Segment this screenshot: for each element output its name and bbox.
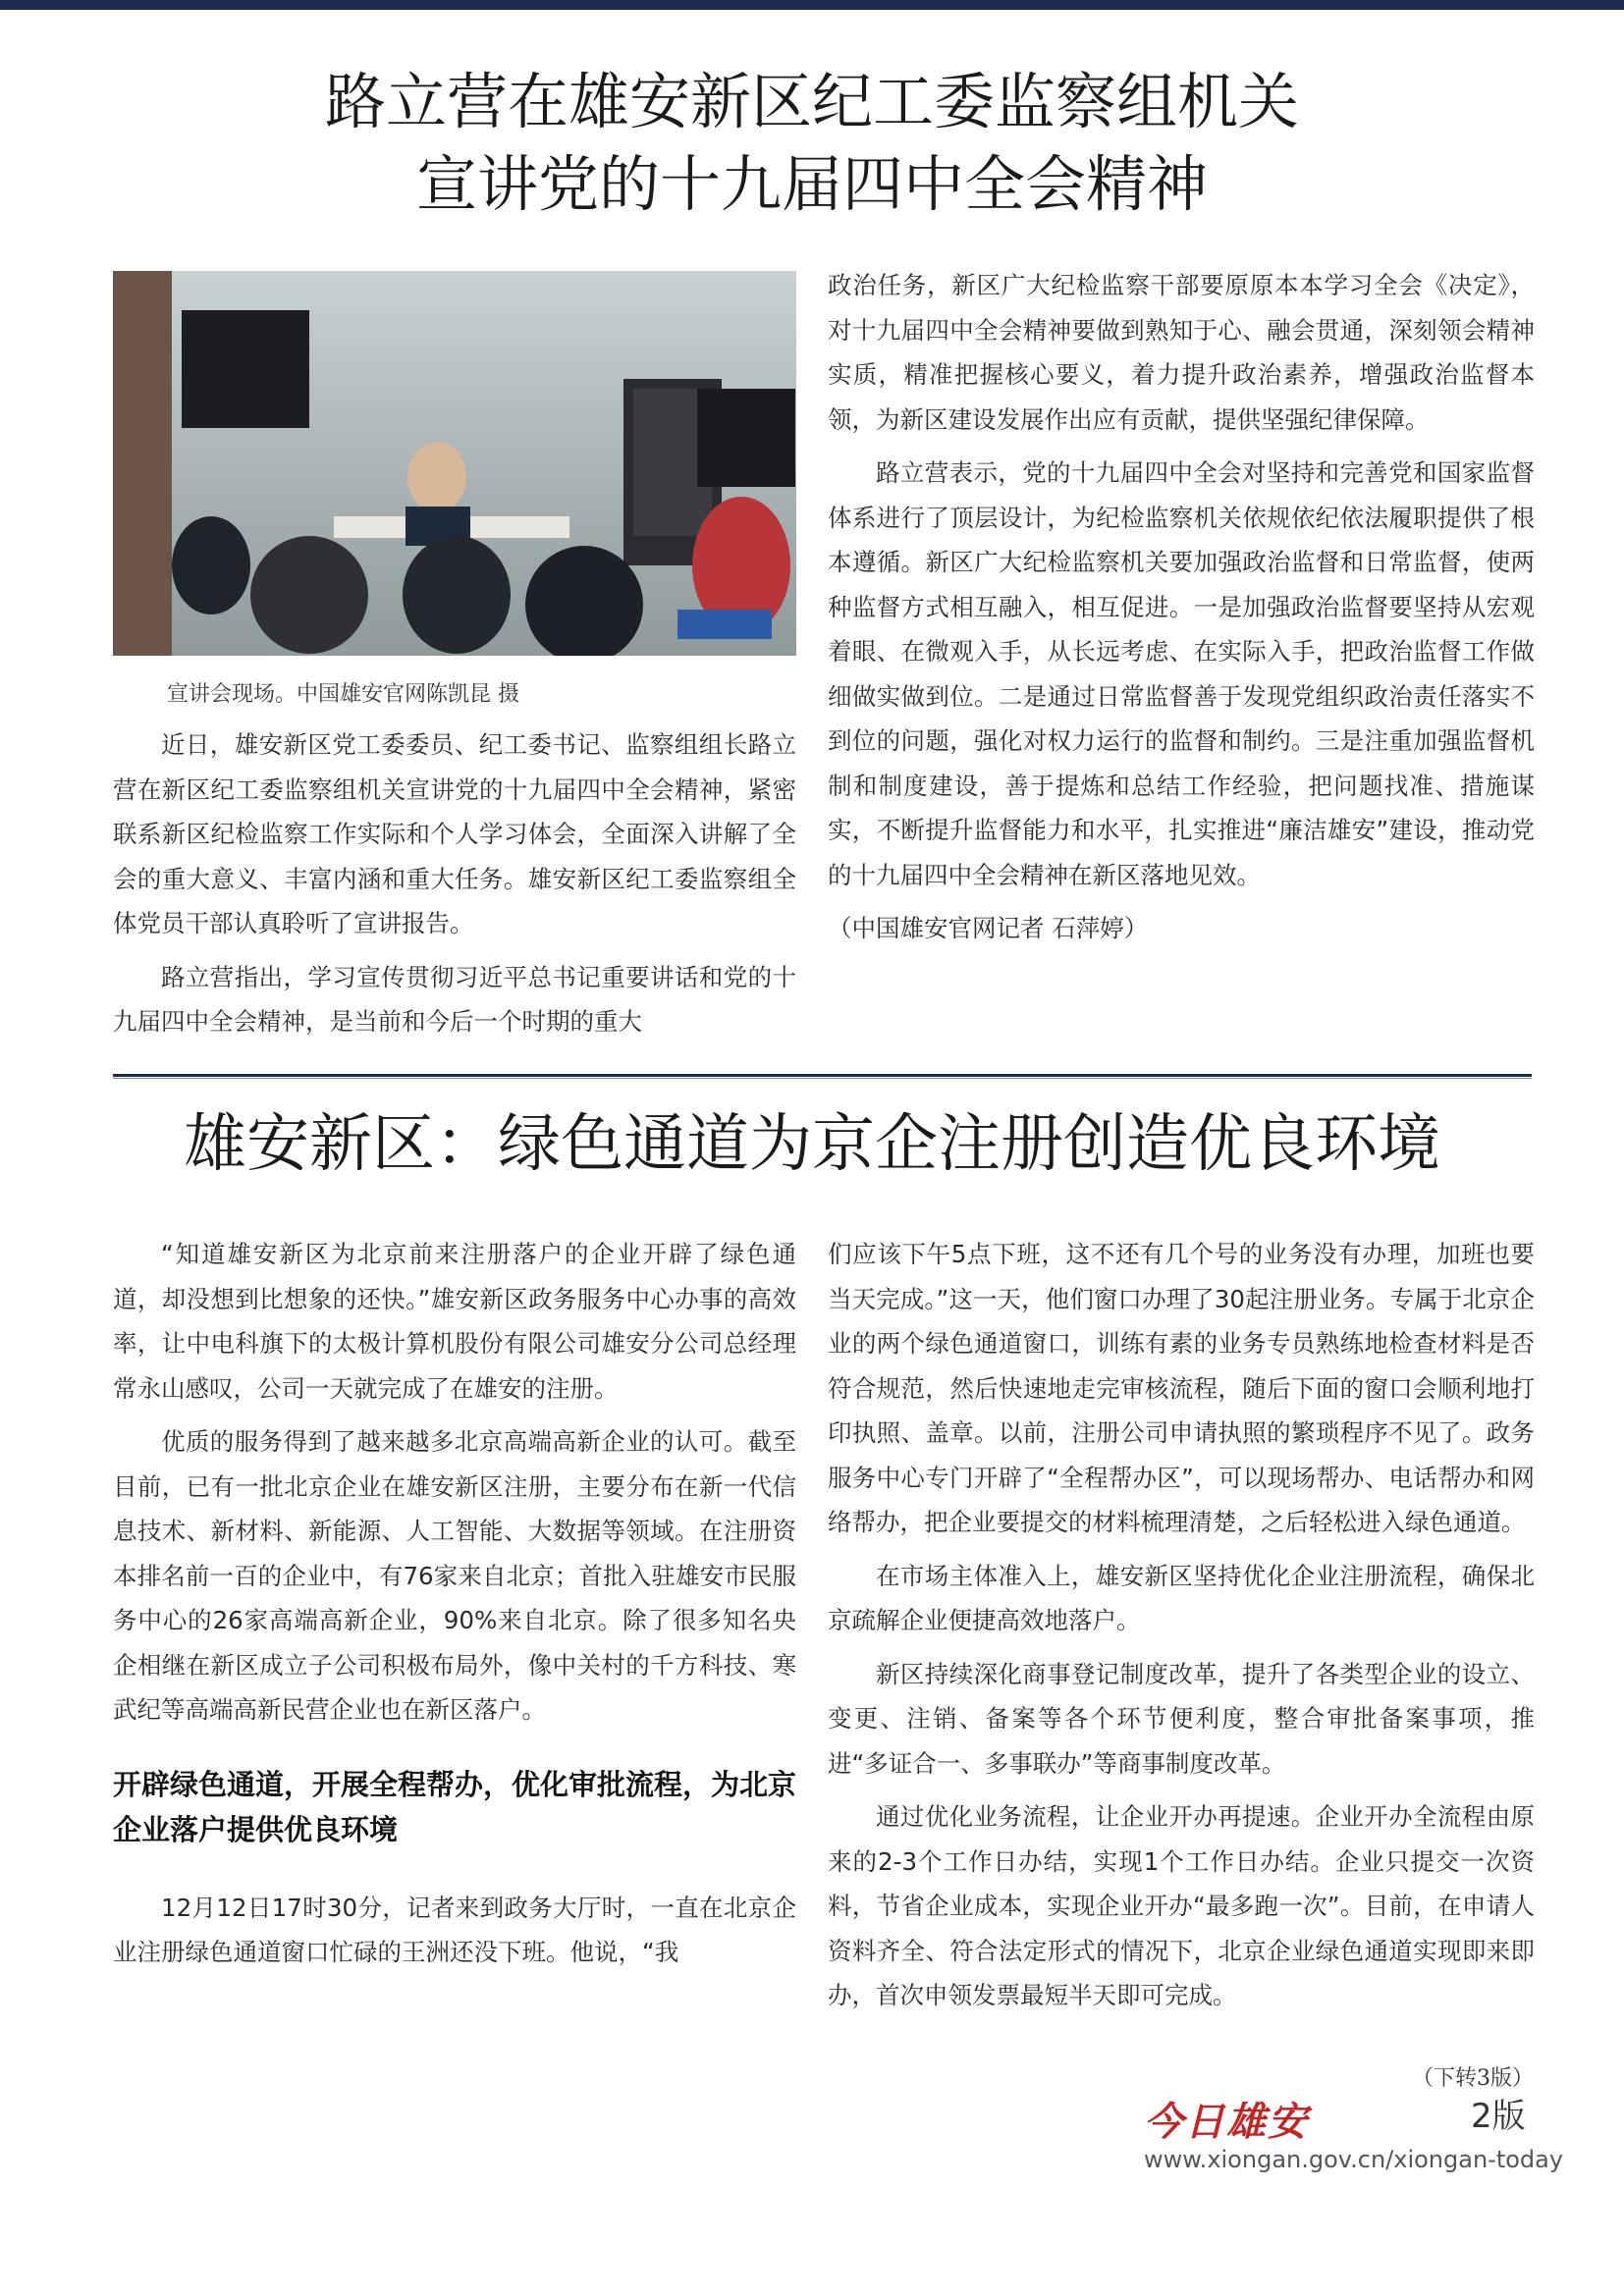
article2-paragraph: 优质的服务得到了越来越多北京高端高新企业的认可。截至目前，已有一批北京企业在雄安新区注册，主要分布在新一代信息技术、新材料、新能源、人工智能、大数据等领域。在注册资本排名前一百的企业中，有76家来自北京；首批入驻雄安市民服务中心的26家高端高新企业，90%来自北京。除了很多知名央企相继在新区成立子公司积极布局外，像中关村的千方科技、寒武纪等高端高新民营企业也在新区落户。 [113,1427,796,1724]
page-number: 2版 [1471,2097,1526,2136]
continued-note: （下转3版） [1412,2066,1534,2091]
article2-left-column [113,1232,796,1984]
article2-title: 雄安新区：绿色通道为京企注册创造优良环境 [184,1108,1440,1181]
article1-right-column [828,263,1535,960]
top-color-bar [0,0,1624,10]
masthead-logo: 今日雄安 [1144,2099,1309,2145]
article2-subheading: 开辟绿色通道，开展全程帮办，优化审批流程，为北京企业落户提供优良环境 [113,1767,797,1846]
article2-paragraph: 们应该下午5点下班，这不还有几个号的业务没有办理，加班也要当天完成。”这一天，他们窗口办理了30起注册业务。专属于北京企业的两个绿色通道窗口，训练有素的业务专员熟练地检查材料是否符合规范，然后快速地走完审核流程，随后下面的窗口会顺利地打印执照、盖章。以前，注册公司申请执照的繁琐程序不见了。政务服务中心专门开辟了“全程帮办区”，可以现场帮办、电话帮办和网络帮办，把企业要提交的材料梳理清楚，之后轻松进入绿色通道。 [828,1240,1535,1536]
section-divider [113,1074,1532,1077]
section-divider-thin [113,1078,1532,1079]
article1-left-column [113,722,796,1053]
article1-title-line1: 路立营在雄安新区纪工委监察组机关 [324,66,1299,137]
article1-paragraph: 路立营表示，党的十九届四中全会对坚持和完善党和国家监督体系进行了顶层设计，为纪检监察机关依规依纪依法履职提供了根本遵循。新区广大纪检监察机关要加强政治监督和日常监督，使两种监督方式相互融入，相互促进。一是加强政治监督要坚持从宏观着眼、在微观入手，从长远考虑、在实际入手，把政治监督工作做细做实做到位。二是通过日常监督善于发现党组织政治责任落实不到位的问题，强化对权力运行的监督和制约。三是注重加强监督机制和制度建设，善于提炼和总结工作经验，把问题找准、措施谋实，不断提升监督能力和水平，扎实推进“廉洁雄安”建设，推动党的十九届四中全会精神在新区落地见效。 [828,458,1535,889]
article1-paragraph: 政治任务，新区广大纪检监察干部要原原本本学习全会《决定》，对十九届四中全会精神要做到熟知于心、融会贯通，深刻领会精神实质，精准把握核心要义，着力提升政治素养，增强政治监督本领，为新区建设发展作出应有贡献，提供坚强纪律保障。 [828,271,1535,434]
article1-title [0,61,1624,226]
article2-paragraph: 通过优化业务流程，让企业开办再提速。企业开办全流程由原来的2-3个工作日办结，实现1个工作日办结。企业只提交一次资料，节省企业成本，实现企业开办“最多跑一次”。目前，在申请人资料齐全、符合法定形式的情况下，北京企业绿色通道实现即来即办，首次申领发票最短半天即可完成。 [828,1802,1535,2009]
meeting-photo-illustration [113,271,796,656]
article1-paragraph: 近日，雄安新区党工委委员、纪工委书记、监察组组长路立营在新区纪工委监察组机关宣讲党的十九届四中全会精神，紧密联系新区纪检监察工作实际和个人学习体会，全面深入讲解了全会的重大意义、丰富内涵和重大任务。雄安新区纪工委监察组全体党员干部认真聆听了宣讲报告。 [113,730,796,937]
footer-url[interactable]: www.xiongan.gov.cn/xiongan-today [1144,2146,1564,2173]
article2-paragraph: 新区持续深化商事登记制度改革，提升了各类型企业的设立、变更、注销、备案等各个环节便利度，整合审批备案事项，推进“多证合一、多事联办”等商事制度改革。 [828,1659,1535,1778]
article2-right-column [828,1232,1535,2027]
article2-paragraph: “知道雄安新区为北京前来注册落户的企业开辟了绿色通道，却没想到比想象的还快。”雄安新区政务服务中心办事的高效率，让中电科旗下的太极计算机股份有限公司雄安分公司总经理常永山感叹，公司一天就完成了在雄安的注册。 [113,1240,796,1403]
article1-title-line2: 宣讲党的十九届四中全会精神 [415,148,1208,220]
article1-byline: （中国雄安官网记者 石萍婷） [828,914,1149,942]
article1-paragraph: 路立营指出，学习宣传贯彻习近平总书记重要讲话和党的十九届四中全会精神，是当前和今后一个时期的重大 [113,962,796,1036]
article1-photo [113,271,796,656]
article2-paragraph: 在市场主体准入上，雄安新区坚持优化企业注册流程，确保北京疏解企业便捷高效地落户。 [828,1561,1535,1634]
article2-paragraph: 12月12日17时30分，记者来到政务大厅时，一直在北京企业注册绿色通道窗口忙碌的王洲还没下班。他说，“我 [113,1893,796,1966]
photo-caption: 宣讲会现场。中国雄安官网陈凯昆 摄 [167,682,519,707]
